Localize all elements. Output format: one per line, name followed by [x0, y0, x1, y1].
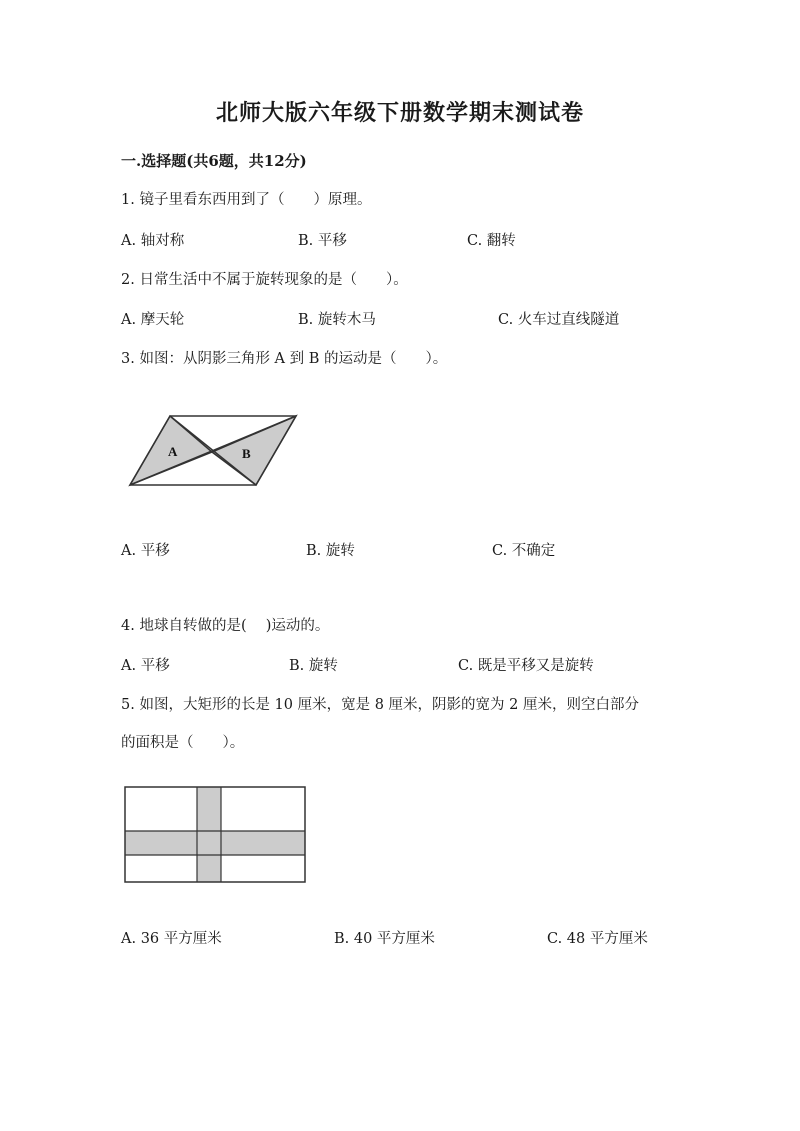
question-4-option-c: C. 既是平移又是旋转 [458, 658, 594, 674]
question-1-option-c: C. 翻转 [467, 233, 516, 249]
question-1-option-b: B. 平移 [298, 233, 347, 249]
question-1-stem: 1. 镜子里看东西用到了（ ）原理。 [121, 192, 372, 208]
question-5-option-c: C. 48 平方厘米 [547, 931, 648, 947]
shaded-triangle-b [212, 416, 296, 485]
question-5-option-b: B. 40 平方厘米 [334, 931, 435, 947]
question-5-stem-line2: 的面积是（ ）。 [121, 735, 245, 751]
question-3-option-a: A. 平移 [121, 543, 170, 559]
parallelogram-figure [120, 405, 310, 495]
section-heading: 一.选择题(共6题，共12分) [121, 152, 307, 170]
page-title: 北师大版六年级下册数学期末测试卷 [215, 100, 584, 126]
shaded-horizontal-strip [125, 831, 305, 855]
question-2-option-a: A. 摩天轮 [121, 312, 185, 328]
question-4-stem: 4. 地球自转做的是( )运动的。 [121, 618, 330, 634]
label-b: B [242, 446, 251, 461]
question-2-option-b: B. 旋转木马 [298, 312, 376, 328]
question-3-option-b: B. 旋转 [306, 543, 355, 559]
question-2-stem: 2. 日常生活中不属于旋转现象的是（ ）。 [121, 272, 408, 288]
question-4-option-a: A. 平移 [121, 658, 170, 674]
question-4-option-b: B. 旋转 [289, 658, 338, 674]
label-a: A [168, 444, 178, 459]
question-5-stem-line1: 5. 如图，大矩形的长是 10 厘米，宽是 8 厘米，阴影的宽为 2 厘米，则空白部分 [121, 697, 639, 713]
question-1-option-a: A. 轴对称 [121, 233, 185, 249]
question-3-option-c: C. 不确定 [492, 543, 556, 559]
question-3-stem: 3. 如图：从阴影三角形 A 到 B 的运动是（ ）。 [121, 351, 448, 367]
question-2-option-c: C. 火车过直线隧道 [498, 312, 620, 328]
question-5-option-a: A. 36 平方厘米 [121, 931, 222, 947]
rectangle-figure [120, 782, 310, 886]
